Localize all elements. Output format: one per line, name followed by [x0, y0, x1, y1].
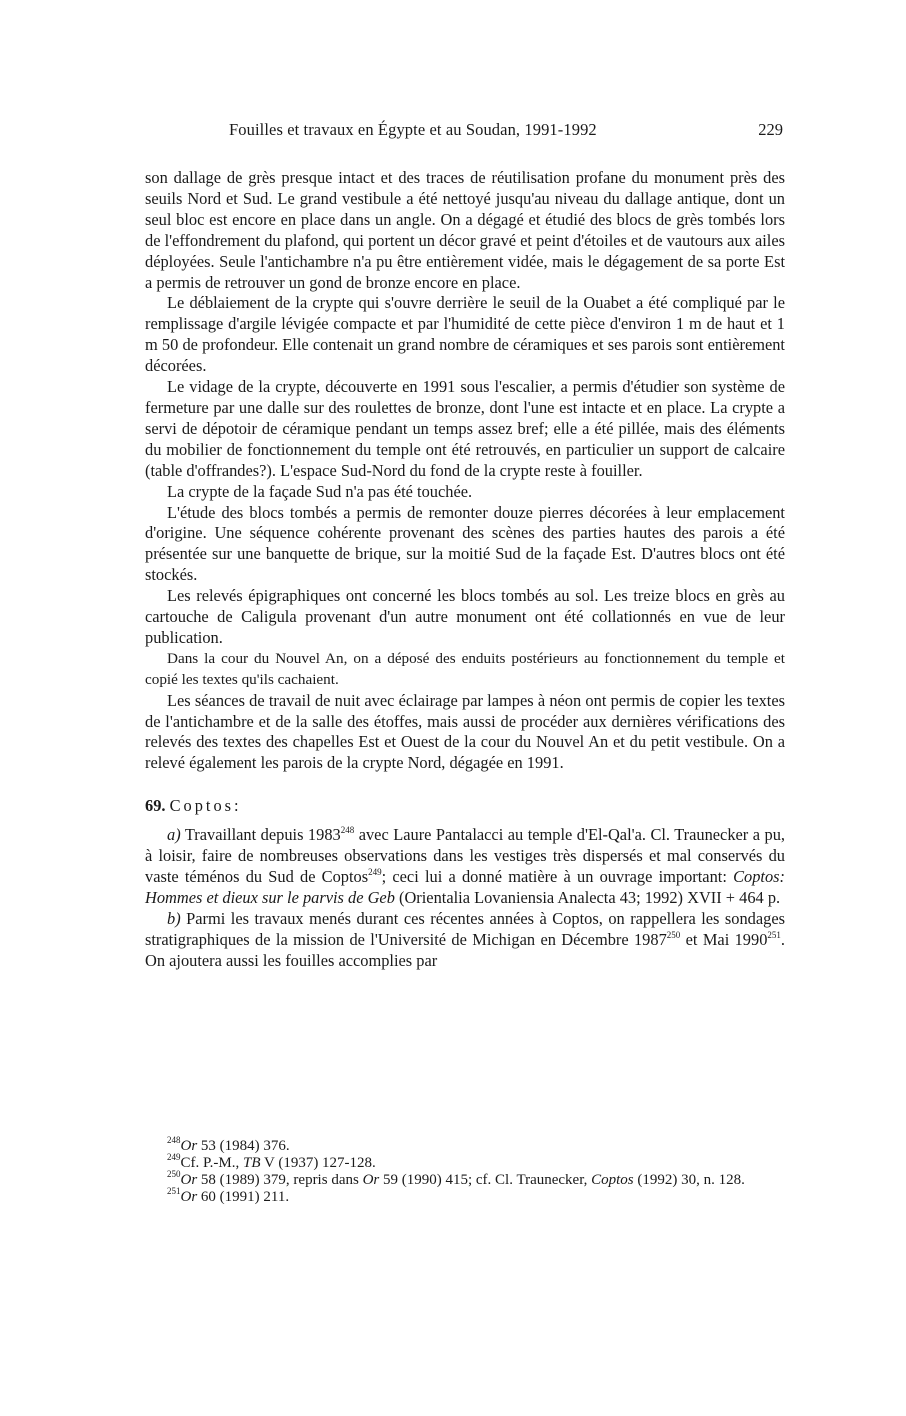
section-heading [145, 796, 785, 817]
paragraph: Le vidage de la crypte, découverte en 1991 sous l'escalier, a permis d'étudier son système de fermeture par une dalle sur des roulettes de bronze, dont l'une est intacte et en place. La crypte a servi de dépotoir de céramique pendant un temps assez bref; elle a été pillée, mais des éléments du mobilier de fonctionnement du temple ont été retrouvés, en particulier un support de calcaire (table d'offrandes?). L'espace Sud-Nord du fond de la crypte reste à fouiller. [145, 377, 785, 480]
paragraph: Le déblaiement de la crypte qui s'ouvre derrière le seuil de la Ouabet a été compliqué par le remplissage d'argile lévigée compacte et par l'humidité de cette pièce d'environ 1 m de haut et 1 m 50 de profondeur. Elle contenait un grand nombre de céramiques et ses parois sont entièrement décorées. [145, 293, 785, 376]
footnote-ref: 251 [767, 929, 781, 940]
paragraph: L'étude des blocs tombés a permis de remonter douze pierres décorées à leur emplacement d'origine. Une séquence cohérente provenant des scènes des parties hautes des parois a été présentée sur une banquette de brique, sur la moitié Sud de la façade Est. D'autres blocs ont été stockés. [145, 502, 785, 585]
footnote-ref: 250 [666, 929, 681, 940]
footnote-ref: 248 [340, 825, 355, 836]
book-title: Coptos: Hommes et dieux sur le parvis de Geb [145, 867, 785, 907]
paragraph: Les séances de travail de nuit avec éclairage par lampes à néon ont permis de copier les textes de l'antichambre et de la salle des étoffes, mais aussi de procéder aux dernières vérifications des relevés des textes des chapelles Est et Ouest de la cour du Nouvel An et du petit vestibule. On a relevé également les parois de la crypte Nord, dégagée en 1991. [145, 690, 785, 773]
paragraph-a: a) Travaillant depuis 1983$^{248}$ avec Laure Pantalacci au temple d'El-Qal'a. Cl. Traunecker a pu, à loisir, faire de nombreuses observations dans les vestiges très dispersés et mal conservés du vaste téménos du Sud de Coptos$^{249}$; ceci lui a donné matière à un ouvrage important: Coptos: Hommes et dieux sur le parvis de Geb (Orientalia Lovaniensia Analecta 43; 1992) XVII + 464 p. [145, 825, 785, 907]
paragraph-b: b) Parmi les travaux menés durant ces récentes années à Coptos, on rappellera les sondages stratigraphiques de la mission de l'Université de Michigan en Décembre 1987$^{250}$ et Mai 1990$^{251}$. On ajoutera aussi les fouilles accomplies par [145, 908, 785, 970]
footnote-ref: 249 [368, 867, 382, 877]
paragraph: Dans la cour du Nouvel An, on a déposé des enduits postérieurs au fonctionnement du temple et copié les textes qu'ils cachaient. [145, 649, 785, 688]
footnote: $^{251}$Or 60 (1991) 211. [167, 1186, 290, 1205]
running-title: Fouilles et travaux en Égypte et au Soudan, 1991-1992 [229, 120, 597, 139]
section-number: 69. [145, 796, 166, 816]
footnotes [145, 1135, 785, 1206]
item-label: b) [167, 908, 181, 928]
item-label: a) [167, 825, 181, 845]
footnote: $^{250}$Or 58 (1989) 379, repris dans Or 59 (1990) 415; cf. Cl. Traunecker, Coptos (1992) 30, n. 128. [167, 1169, 745, 1188]
footnote: $^{249}$Cf. P.-M., TB V (1937) 127-128. [167, 1152, 376, 1171]
running-header [145, 120, 785, 142]
page-number: 229 [758, 120, 783, 139]
footnote: $^{248}$Or 53 (1984) 376. [167, 1135, 290, 1154]
paragraph: La crypte de la façade Sud n'a pas été touchée. [167, 481, 473, 501]
paragraph: son dallage de grès presque intact et des traces de réutilisation profane du monument près des seuils Nord et Sud. Le grand vestibule a été nettoyé jusqu'au niveau du dallage antique, dont un seul bloc est encore en place dans un angle. On a dégagé et étudié des blocs de grès tombés lors de l'effondrement du plafond, qui portent un décor gravé et peint d'étoiles et de vautours aux ailes déployées. Seule l'antichambre n'a pu être entièrement vidée, mais le dégagement de sa porte Est a permis de retrouver un gond de bronze encore en place. [145, 168, 785, 292]
main-text [145, 168, 785, 972]
paragraph: Les relevés épigraphiques ont concerné les blocs tombés au sol. Les treize blocs en grès au cartouche de Caligula provenant d'un autre monument ont été collationnés en vue de leur publication. [145, 586, 785, 647]
section-title: Coptos: [169, 796, 242, 816]
